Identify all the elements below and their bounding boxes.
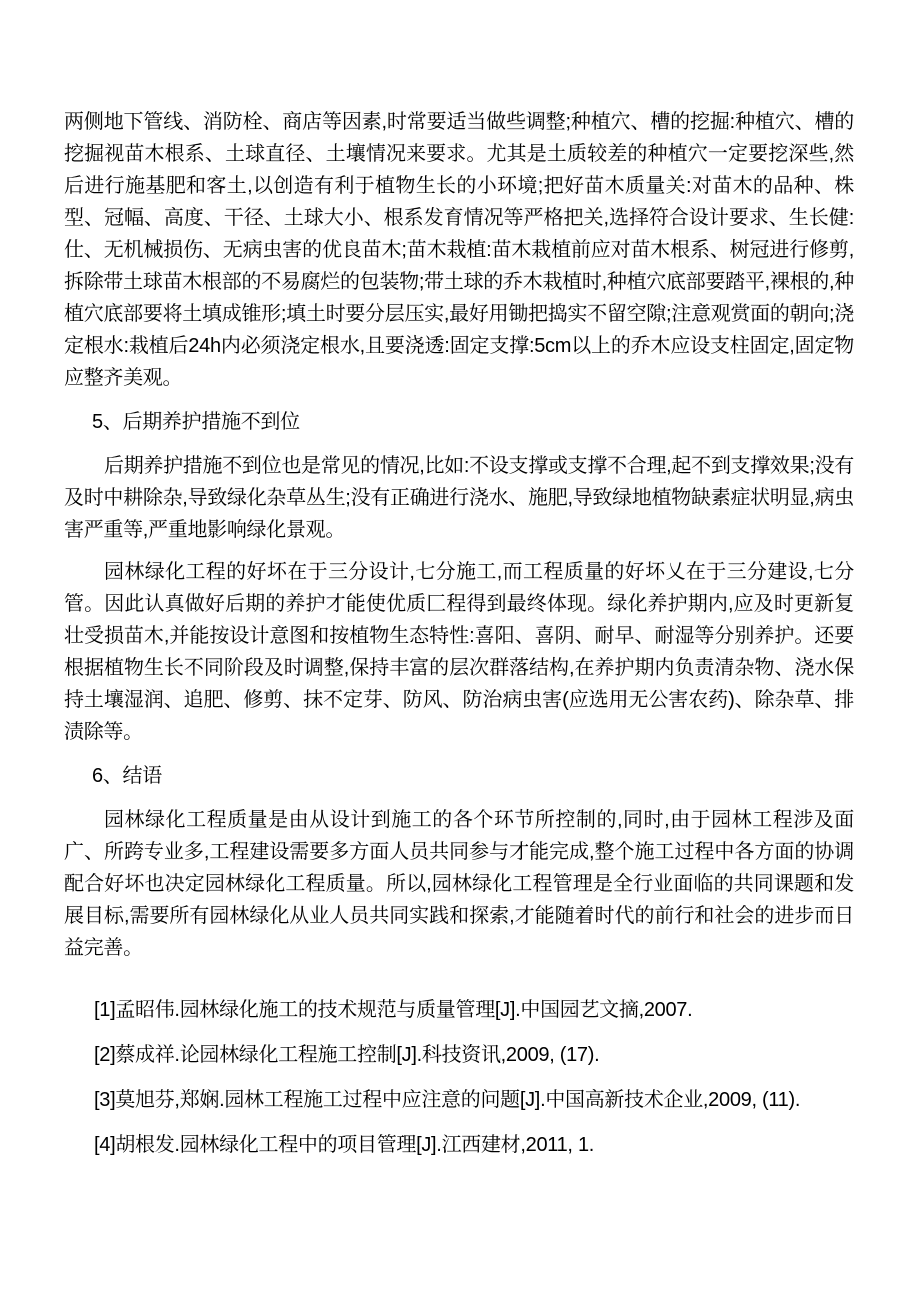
section-5-heading: 5、后期养护措施不到位 (92, 411, 300, 433)
reference-item-1: [1]孟昭伟.园林绿化施工的技术规范与质量管理[J].中国园艺文摘,2007. (94, 999, 693, 1021)
section-6-paragraph-1: 园林绿化工程质量是由从设计到施工的各个环节所控制的,同时,由于园林工程涉及面广、所跨专业多,工程建设需要多方面人员共同参与才能完成,整个施工过程中各方面的协调配合好坏也决定园林绿化工程质量。所以,园林绿化工程管理是全行业面临的共同课题和发展目标,需要所有园林绿化从业人员共同实践和探索,才能随着时代的前行和社会的进步而日益完善。 (64, 809, 854, 959)
references-list (64, 994, 854, 1161)
reference-item-3: [3]莫旭芬,郑娴.园林工程施工过程中应注意的问题[J].中国高新技术企业,2009, (11). (94, 1089, 801, 1111)
reference-item-2: [2]蔡成祥.论园林绿化工程施工控制[J].科技资讯,2009, (17). (94, 1044, 600, 1066)
section-6-heading: 6、结语 (92, 765, 162, 787)
paragraph-planting-continued: 两侧地下管线、消防栓、商店等因素,时常要适当做些调整;种植穴、槽的挖掘:种植穴、槽的挖掘视苗木根系、土球直径、土壤情况来要求。尤其是土质较差的种植穴一定要挖深些,然后进行施基肥和客土,以创造有利于植物生长的小环境;把好苗木质量关:对苗木的品种、株型、冠幅、高度、干径、土球大小、根系发育情况等严格把关,选择符合设计要求、生长健:仕、无机械损伤、无病虫害的优良苗木;苗木栽植:苗木栽植前应对苗木根系、树冠进行修剪,拆除带土球苗木根部的不易腐烂的包装物;带土球的乔木栽植时,种植穴底部要踏平,裸根的,种植穴底部要将土填成锥形;填土时要分层压实,最好用锄把捣实不留空隙;注意观赏面的朝向;浇定根水:栽植后24h内必须浇定根水,且要浇透:固定支撑:5cm以上的乔木应设支柱固定,固定物应整齐美观。 (64, 111, 854, 389)
section-5-paragraph-2: 园林绿化工程的好坏在于三分设计,七分施工,而工程质量的好坏乂在于三分建设,七分管。因此认真做好后期的养护才能使优质匚程得到最终体现。绿化养护期内,应及时更新复壮受损苗木,并能按设计意图和按植物生态特性:喜阳、喜阴、耐早、耐湿等分别养护。还要根据植物生长不同阶段及时调整,保持丰富的层次群落结构,在养护期内负责清杂物、浇水保持土壤湿润、追肥、修剪、抹不定芽、防风、防治病虫害(应选用无公害农药)、除杂草、排渍除等。 (64, 561, 854, 743)
reference-item-4: [4]胡根发.园林绿化工程中的项目管理[J].江西建材,2011, 1. (94, 1134, 595, 1156)
section-5-paragraph-1: 后期养护措施不到位也是常见的情况,比如:不设支撑或支撑不合理,起不到支撑效果;没有及时中耕除杂,导致绿化杂草丛生;没有正确进行浇水、施肥,导致绿地植物缺素症状明显,病虫害严重等,严重地影响绿化景观。 (64, 455, 854, 541)
